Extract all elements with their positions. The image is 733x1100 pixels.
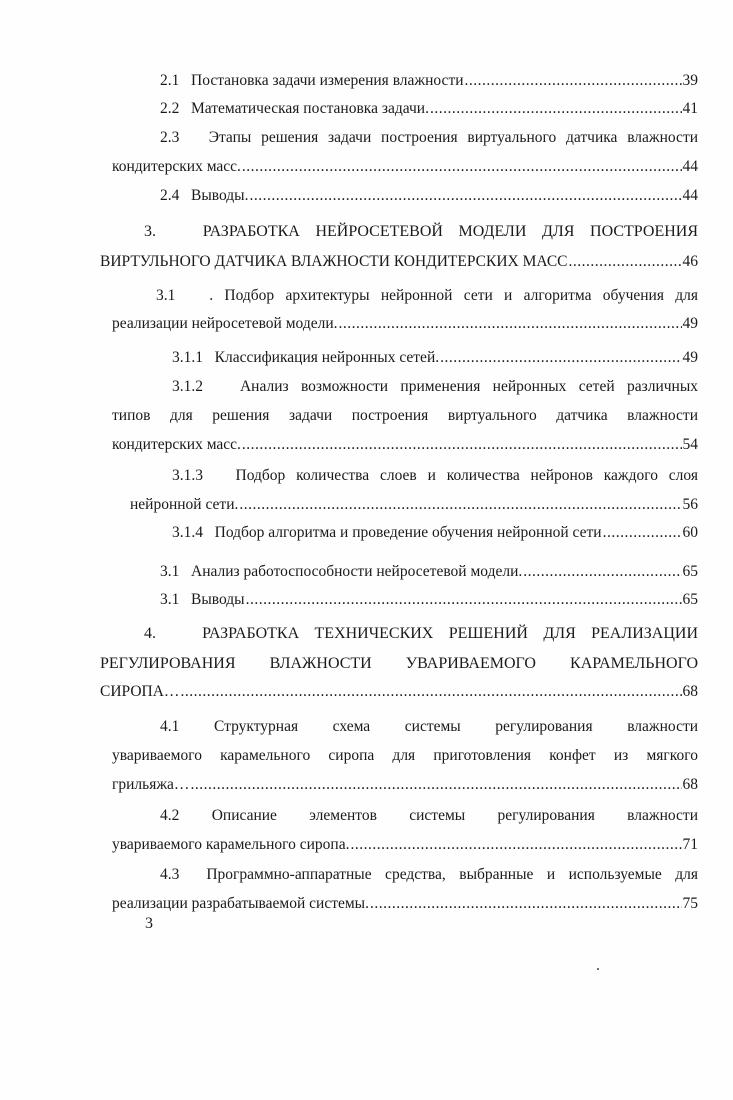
- leader-dots: [246, 589, 682, 611]
- toc-title: Подбор алгоритма и проведение обучения нейронной сети: [214, 524, 602, 541]
- toc-page-number: 41: [682, 100, 698, 117]
- toc-number: 3.1.4: [172, 524, 203, 541]
- toc-page-number: 60: [682, 524, 698, 541]
- toc-title: Математическая постановка задачи.: [191, 100, 429, 117]
- leader-dots: [350, 834, 681, 856]
- toc-entry-3-line2[interactable]: [100, 251, 698, 273]
- toc-entry-3-1-3-line1[interactable]: [172, 465, 698, 487]
- toc-number: 4.1: [160, 718, 180, 735]
- toc-number: 4.3: [160, 866, 180, 883]
- toc-page-number: 39: [682, 72, 698, 89]
- toc-entry-3-1-analysis[interactable]: [160, 561, 698, 583]
- leader-dots: [569, 251, 682, 273]
- toc-page-number: 75: [682, 895, 698, 912]
- toc-page-number: 65: [682, 563, 698, 580]
- toc-title: Классификация нейронных сетей.: [214, 349, 440, 366]
- toc-number: 2.1: [160, 72, 180, 89]
- toc-title-line: реализации разрабатываемой системы.: [112, 895, 369, 912]
- toc-number: 3.1: [160, 591, 180, 608]
- toc-page-number: 56: [682, 496, 698, 513]
- toc-title-line: РАЗРАБОТКА ТЕХНИЧЕСКИХ РЕШЕНИЙ ДЛЯ РЕАЛИЗАЦИИ: [202, 625, 698, 642]
- toc-page-number: 44: [682, 187, 698, 204]
- toc-entry-3-1-2-line1[interactable]: [172, 376, 698, 398]
- toc-entry-3-1-2-line3[interactable]: [112, 434, 698, 456]
- leader-dots: [249, 185, 681, 207]
- toc-entry-4-1-line1[interactable]: [160, 716, 698, 738]
- leader-dots: [430, 98, 682, 120]
- toc-entry-4-3-line2[interactable]: [112, 893, 698, 915]
- toc-entry-4-3-line1[interactable]: [160, 864, 698, 886]
- leader-dots: [190, 774, 681, 796]
- toc-entry-4-2-line1[interactable]: [160, 805, 698, 827]
- toc-entry-2-2[interactable]: [160, 98, 698, 120]
- toc-number: 4.2: [160, 807, 180, 824]
- toc-page-number: 65: [682, 591, 698, 608]
- leader-dots: [370, 893, 682, 915]
- toc-title-line: увариваемого карамельного сиропа для приготовления конфет из мягкого: [112, 747, 698, 764]
- toc-number: 3.1: [156, 287, 176, 304]
- page-number: 3: [145, 915, 153, 932]
- toc-entry-3-line1[interactable]: [144, 221, 698, 243]
- toc-page-number: 68: [682, 776, 698, 793]
- toc-title: Постановка задачи измерения влажности: [191, 72, 464, 89]
- toc-number: 3.1.2: [172, 378, 203, 395]
- toc-number: 3.1: [160, 563, 180, 580]
- toc-entry-3-1-2-line2[interactable]: [112, 405, 698, 427]
- toc-page-number: 49: [682, 349, 698, 366]
- toc-entry-3-1-conclusions[interactable]: [160, 589, 698, 611]
- toc-page-number: 68: [682, 683, 698, 700]
- toc-entry-3-1-3-line2[interactable]: [130, 494, 698, 516]
- toc-title-line: увариваемого карамельного сиропа.: [112, 836, 350, 853]
- toc-title-line: Структурная схема системы регулирования влажности: [213, 718, 698, 735]
- toc-number: 2.4: [160, 187, 180, 204]
- leader-dots: [239, 494, 681, 516]
- toc-title-line: типов для решения задачи построения виртуального датчика влажности: [112, 407, 698, 424]
- toc-entry-3-1-1[interactable]: [172, 347, 698, 369]
- toc-number: 3.1.1: [172, 349, 203, 366]
- toc-title-line: Анализ возможности применения нейронных сетей различных: [239, 378, 698, 395]
- toc-title-line: Подбор количества слоев и количества нейронов каждого слоя: [235, 467, 698, 484]
- toc-page-number: 54: [682, 436, 698, 453]
- toc-entry-3-1a-line2[interactable]: [112, 313, 698, 335]
- leader-dots: [465, 70, 682, 92]
- toc-entry-4-line3[interactable]: [100, 681, 698, 703]
- toc-page-number: 49: [682, 315, 698, 332]
- toc-title-line: Программно-аппаратные средства, выбранные и используемые для: [206, 866, 698, 883]
- toc-title-line: РАЗРАБОТКА НЕЙРОСЕТЕВОЙ МОДЕЛИ ДЛЯ ПОСТРОЕНИЯ: [202, 223, 698, 240]
- toc-number: 3.: [144, 223, 156, 240]
- leader-dots: [242, 434, 682, 456]
- toc-title-line: РЕГУЛИРОВАНИЯ ВЛАЖНОСТИ УВАРИВАЕМОГО КАРАМЕЛЬНОГО: [100, 655, 698, 672]
- toc-entry-4-line1[interactable]: [144, 623, 698, 645]
- toc-title-line: реализации нейросетевой модели.: [112, 315, 338, 332]
- toc-entry-4-line2[interactable]: [100, 653, 698, 675]
- toc-page-number: 71: [682, 836, 698, 853]
- leader-dots: [339, 313, 682, 335]
- toc-title-line: СИРОПА…: [100, 683, 180, 700]
- toc-entry-4-1-line3[interactable]: [112, 774, 698, 796]
- toc-number: 2.3: [160, 129, 180, 146]
- toc-title-line: нейронной сети.: [130, 496, 239, 513]
- toc-title-line: ВИРТУЛЬНОГО ДАТЧИКА ВЛАЖНОСТИ КОНДИТЕРСКИХ МАСС: [100, 253, 568, 270]
- leader-dots: [603, 522, 682, 544]
- toc-title: Выводы: [191, 591, 245, 608]
- toc-entry-2-4[interactable]: [160, 185, 698, 207]
- toc-entry-3-1a-line1[interactable]: [156, 285, 698, 307]
- leader-dots: [440, 347, 681, 369]
- toc-number: 3.1.3: [172, 467, 203, 484]
- toc-title: Анализ работоспособности нейросетевой модели.: [191, 563, 523, 580]
- leader-dots: [523, 561, 681, 583]
- leader-dots: [242, 156, 682, 178]
- toc-entry-4-2-line2[interactable]: [112, 834, 698, 856]
- toc-entry-3-1-4[interactable]: [172, 522, 698, 544]
- toc-title-line: грильяжа…: [112, 776, 190, 793]
- toc-page-number: 46: [682, 253, 698, 270]
- leader-dots: [180, 681, 681, 703]
- toc-title-line: Этапы решения задачи построения виртуального датчика влажности: [208, 129, 698, 146]
- toc-title-line: кондитерских масс.: [112, 158, 241, 175]
- toc-page-number: 44: [682, 158, 698, 175]
- toc-entry-2-3-line1[interactable]: [160, 127, 698, 149]
- toc-title-line: кондитерских масс.: [112, 436, 241, 453]
- toc-number: 4.: [144, 625, 156, 642]
- scan-speck: [597, 968, 599, 970]
- toc-title-line: . Подбор архитектуры нейронной сети и алгоритма обучения для: [209, 287, 698, 304]
- toc-title: Выводы.: [191, 187, 249, 204]
- toc-entry-2-1[interactable]: [160, 70, 698, 92]
- toc-entry-2-3-line2[interactable]: [112, 156, 698, 178]
- toc-number: 2.2: [160, 100, 180, 117]
- toc-title-line: Описание элементов системы регулирования влажности: [211, 807, 698, 824]
- toc-entry-4-1-line2[interactable]: [112, 745, 698, 767]
